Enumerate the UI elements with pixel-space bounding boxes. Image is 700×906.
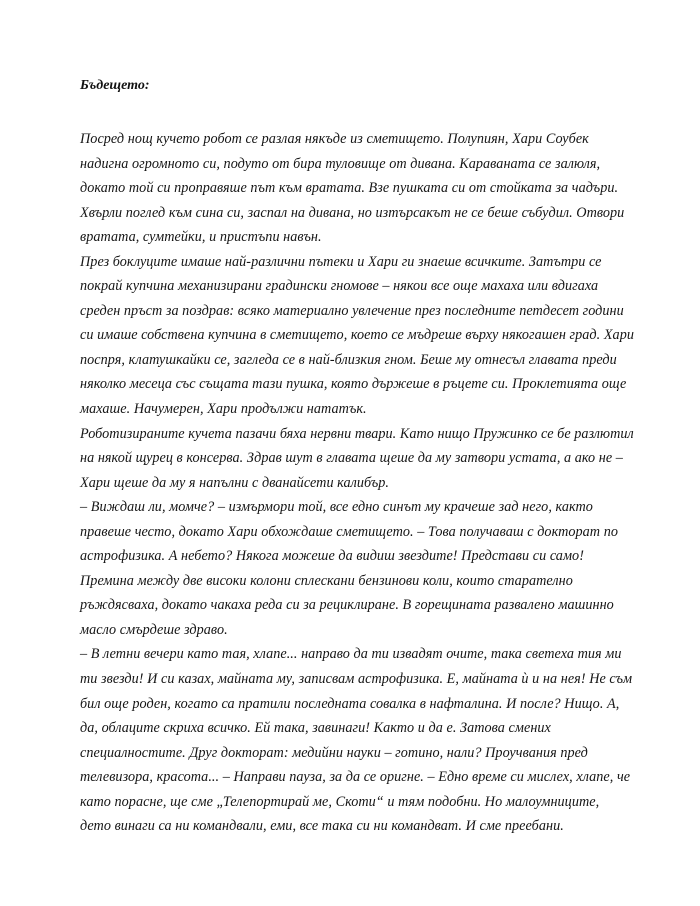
text-line: ръждясваха, докато чакаха реда си за рециклиране. В горещината развалено машинно bbox=[80, 597, 614, 614]
text-line: специалностите. Друг докторат: медийни науки – готино, нали? Проучвания пред bbox=[80, 744, 588, 761]
text-line: да, облаците скриха всичко. Ей така, завинаги! Както и да е. Затова смених bbox=[80, 720, 551, 737]
text-line: астрофизика. А небето? Някога можеше да видиш звездите! Представи си само! bbox=[80, 548, 584, 565]
text-line: Посред нощ кучето робот се разлая някъде из сметището. Полупиян, Хари Соубек bbox=[80, 131, 589, 147]
text-line: надигна огромното си, подуто от бира туловище от дивана. Караваната се залюля, bbox=[80, 155, 601, 172]
text-line: си имаше собствена купчина в сметището, което се мъдреше върху някогашен град. Хари bbox=[80, 327, 634, 344]
text-line: – В летни вечери като тая, хлапе... направо да ти извадят очите, така светеха тия ми bbox=[80, 646, 622, 663]
text-line: дето винаги са ни командвали, еми, все така си ни командват. И сме преебани. bbox=[80, 818, 564, 835]
text-line: докато той си проправяше път към вратата. Взе пушката си от стойката за чадъри. bbox=[80, 180, 619, 197]
text-line: среден пръст за поздрав: всяко материално увлечение през последните петдесет години bbox=[80, 302, 624, 319]
text-line: няколко месеца със същата тази пушка, която държеше в ръцете си. Проклетията още bbox=[80, 376, 627, 393]
text-line: Роботизираните кучета пазачи бяха нервни твари. Като нищо Пружинко се бе разлютил bbox=[80, 425, 634, 442]
document-body bbox=[80, 127, 640, 839]
text-line: ти звезди! И си казах, майната му, записвам астрофизика. Е, майната ѝ и на нея! Не съм bbox=[80, 671, 633, 688]
text-line: вратата, сумтейки, и пристъпи навън. bbox=[80, 229, 322, 246]
text-line: телевизора, красота... – Направи пауза, за да се оригне. – Едно време си мислех, хлапе, че bbox=[80, 769, 631, 786]
text-line: През боклуците имаше най-различни пътеки и Хари ги знаеше всичките. Затътри се bbox=[80, 253, 602, 270]
text-line: махаше. Начумерен, Хари продължи нататък. bbox=[80, 401, 367, 418]
text-line: – Виждаш ли, момче? – измърмори той, все едно синът му крачеше зад него, както bbox=[80, 499, 593, 516]
text-line: поспря, клатушкайки се, загледа се в най-близкия гном. Беше му отнесъл главата преди bbox=[80, 351, 617, 368]
text-line: Хвърли поглед към сина си, заспал на дивана, но изтърсакът не се беше събудил. Отвори bbox=[80, 204, 625, 221]
text-line: бил още роден, когато са пратили последната совалка в нафталина. И после? Нищо. А, bbox=[80, 695, 620, 712]
text-line: масло смърдеше здраво. bbox=[80, 621, 228, 638]
text-line: правеше често, докато Хари обхождаше сметището. – Това получаваш с докторат по bbox=[80, 523, 618, 540]
document-title: Бъдещето: bbox=[80, 78, 150, 93]
text-line: покрай купчина механизирани градински гномове – някои все още махаха или вдигаха bbox=[80, 278, 599, 295]
text-line: като порасне, ще сме „Телепортирай ме, Скоти“ и тям подобни. Но малоумниците, bbox=[80, 793, 600, 810]
text-line: Хари щеше да му я напълни с дванайсети калибър. bbox=[80, 474, 390, 491]
text-line: на някой щурец в консерва. Здрав шут в главата щеше да му затвори устата, а ако не – bbox=[80, 450, 623, 467]
text-line: Премина между две високи колони сплескани бензинови коли, които старателно bbox=[80, 572, 573, 589]
